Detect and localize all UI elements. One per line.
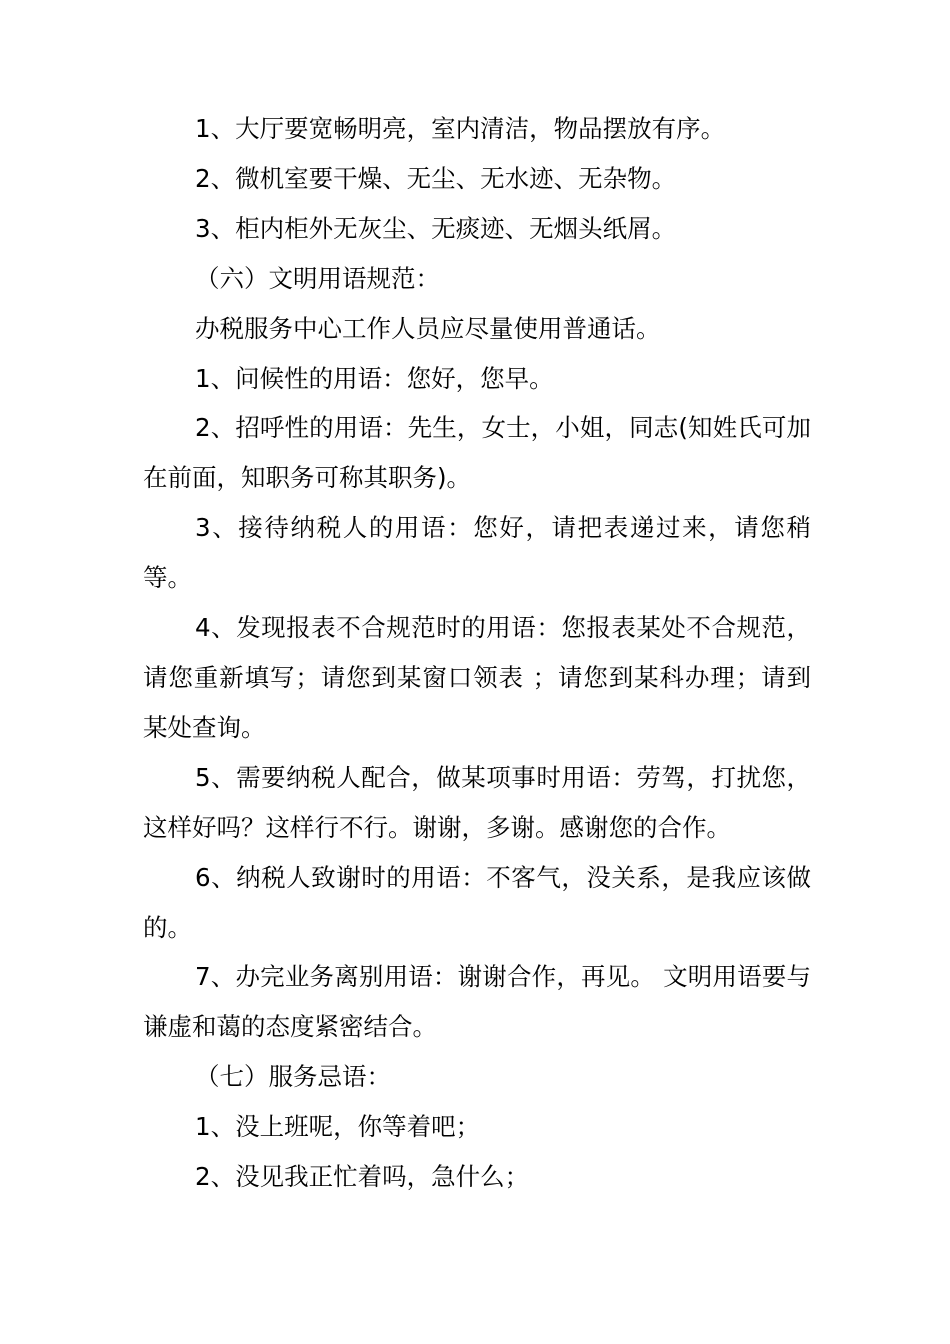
document-body	[143, 104, 811, 1202]
paragraph-forbidden-phrase-1: 1、没上班呢，你等着吧；	[195, 1112, 481, 1142]
paragraph-form-error-phrases: 4、发现报表不合规范时的用语：您报表某处不合规范，请您重新填写；请您到某窗口领表 ；请您到某科办理；请到某处查询。	[143, 613, 811, 742]
section-heading-forbidden-phrases: （七）服务忌语：	[195, 1062, 391, 1092]
section-heading-polite-language: （六）文明用语规范：	[195, 263, 440, 293]
paragraph-address-phrases: 2、招呼性的用语：先生，女士，小姐，同志(知姓氏可加在前面，知职务可称其职务)。	[143, 413, 811, 493]
paragraph-forbidden-phrase-2: 2、没见我正忙着吗，急什么；	[195, 1162, 530, 1192]
paragraph-cooperation-phrases: 5、需要纳税人配合，做某项事时用语：劳驾，打扰您，这样好吗？这样行不行。谢谢，多谢。感谢您的合作。	[143, 762, 811, 842]
paragraph-reception-phrases: 3、接待纳税人的用语：您好，请把表递过来，请您稍等。	[143, 513, 811, 593]
paragraph-thanks-reply-phrases: 6、纳税人致谢时的用语：不客气，没关系，是我应该做的。	[143, 862, 811, 942]
paragraph-greeting-phrases: 1、问候性的用语：您好，您早。	[195, 363, 554, 393]
paragraph-mandarin-note: 办税服务中心工作人员应尽量使用普通话。	[195, 313, 661, 343]
paragraph-computer-room-rule: 2、微机室要干燥、无尘、无水迹、无杂物。	[195, 163, 677, 193]
paragraph-farewell-phrases: 7、办完业务离别用语：谢谢合作，再见。 文明用语要与谦虚和蔼的态度紧密结合。	[143, 962, 811, 1042]
paragraph-cabinet-rule: 3、柜内柜外无灰尘、无痰迹、无烟头纸屑。	[195, 213, 677, 243]
paragraph-hall-rule: 1、大厅要宽畅明亮，室内清洁，物品摆放有序。	[195, 114, 726, 143]
